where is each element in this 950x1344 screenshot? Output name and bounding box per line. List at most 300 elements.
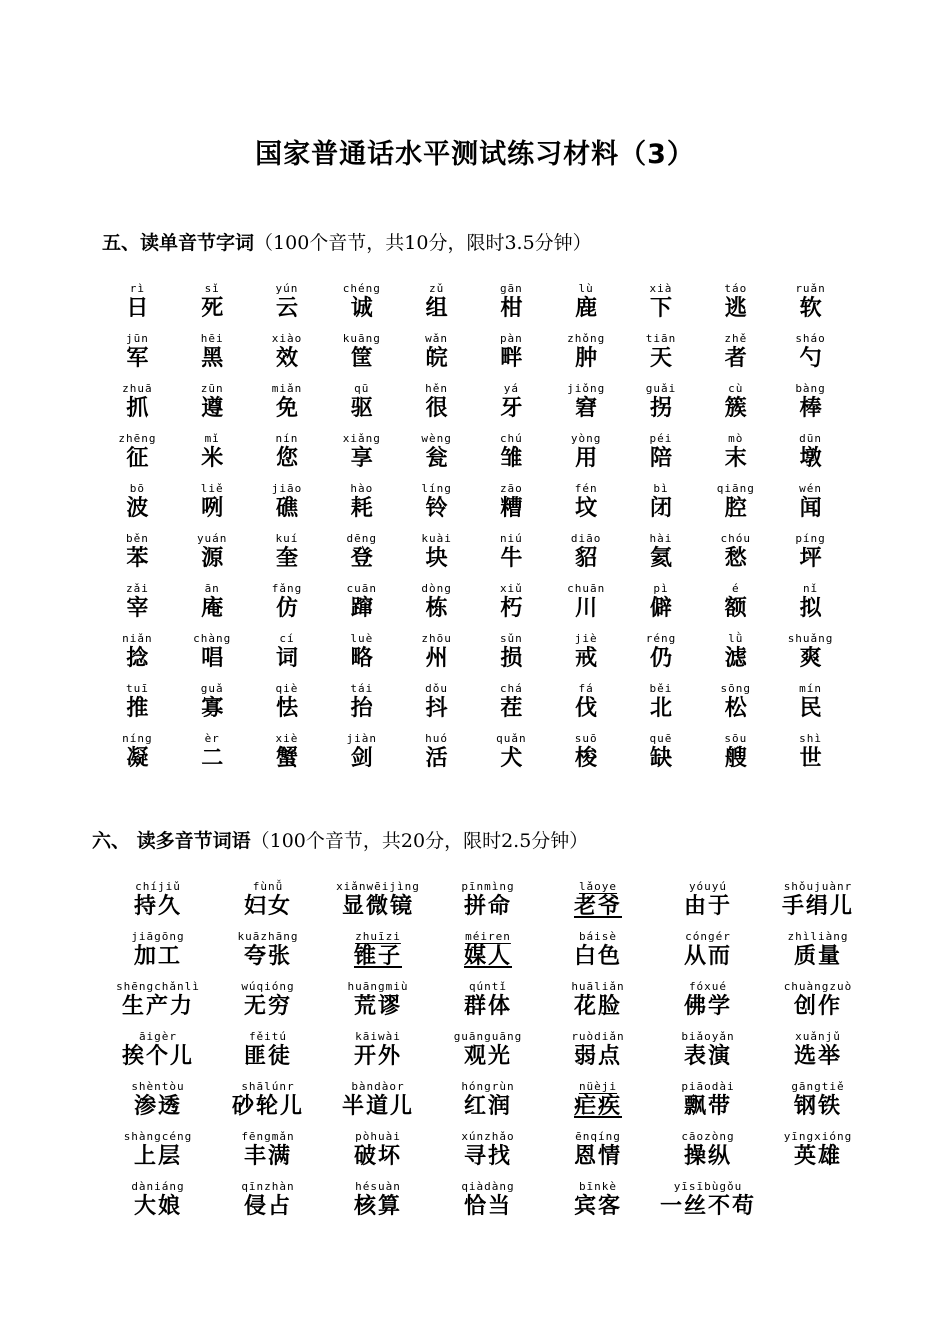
hanzi: 老爷 bbox=[573, 894, 622, 919]
word-item bbox=[763, 1079, 873, 1129]
character-item bbox=[100, 331, 175, 381]
pinyin: nǐ bbox=[802, 582, 819, 595]
character-item bbox=[698, 631, 773, 681]
pinyin: zǎi bbox=[125, 582, 149, 595]
word-item bbox=[433, 1129, 543, 1179]
pinyin: shǒujuànr bbox=[783, 880, 853, 893]
pinyin: yún bbox=[275, 282, 299, 295]
pinyin: qiāng bbox=[716, 482, 755, 495]
hanzi: 僻 bbox=[649, 596, 672, 621]
character-item bbox=[698, 381, 773, 431]
hanzi: 宾客 bbox=[573, 1194, 622, 1219]
character-item bbox=[624, 381, 699, 431]
hanzi: 您 bbox=[275, 446, 298, 471]
pinyin: qiàdàng bbox=[461, 1180, 515, 1193]
pinyin: guǎi bbox=[645, 382, 677, 395]
hanzi: 仍 bbox=[649, 646, 672, 671]
pinyin: pì bbox=[653, 582, 669, 595]
pinyin: cí bbox=[279, 632, 295, 645]
pinyin: zāo bbox=[499, 482, 523, 495]
pinyin: miǎn bbox=[271, 382, 303, 395]
word-item bbox=[763, 979, 873, 1029]
pinyin: fǎng bbox=[271, 582, 303, 595]
word-item bbox=[213, 979, 323, 1029]
hanzi: 花脸 bbox=[573, 994, 622, 1019]
character-item bbox=[773, 431, 848, 481]
hanzi: 黑 bbox=[201, 346, 224, 371]
character-item bbox=[250, 631, 325, 681]
pinyin: guānguāng bbox=[453, 1030, 523, 1043]
pinyin: xià bbox=[649, 282, 673, 295]
word-item bbox=[763, 1129, 873, 1179]
hanzi: 砂轮儿 bbox=[231, 1094, 304, 1119]
pinyin: tái bbox=[350, 682, 374, 695]
pinyin: jiāo bbox=[271, 482, 303, 495]
hanzi: 愁 bbox=[724, 546, 747, 571]
character-item bbox=[324, 631, 399, 681]
pinyin: xiǎnwēijìng bbox=[336, 880, 420, 893]
pinyin: báisè bbox=[578, 930, 618, 943]
hanzi: 开外 bbox=[353, 1044, 402, 1069]
character-item bbox=[773, 731, 848, 781]
word-item bbox=[213, 1129, 323, 1179]
hanzi: 闻 bbox=[799, 496, 822, 521]
character-item bbox=[549, 581, 624, 631]
character-item bbox=[474, 431, 549, 481]
word-item bbox=[213, 1029, 323, 1079]
word-item bbox=[433, 1179, 543, 1229]
hanzi: 源 bbox=[201, 546, 224, 571]
hanzi: 艘 bbox=[724, 746, 747, 771]
character-item bbox=[474, 531, 549, 581]
hanzi: 咧 bbox=[201, 496, 224, 521]
hanzi: 者 bbox=[724, 346, 747, 371]
hanzi: 妇女 bbox=[243, 894, 292, 919]
character-item bbox=[624, 731, 699, 781]
pinyin: yīsībùgǒu bbox=[673, 1180, 743, 1193]
hanzi: 群体 bbox=[463, 994, 512, 1019]
pinyin: xiào bbox=[271, 332, 303, 345]
hanzi: 显微镜 bbox=[341, 894, 414, 919]
hanzi: 白色 bbox=[573, 944, 622, 969]
pinyin: mǐ bbox=[204, 432, 220, 445]
word-item bbox=[763, 929, 873, 979]
hanzi: 操纵 bbox=[683, 1144, 732, 1169]
hanzi: 挨个儿 bbox=[121, 1044, 194, 1069]
hanzi: 很 bbox=[425, 396, 448, 421]
character-item bbox=[549, 431, 624, 481]
pinyin: kuāng bbox=[342, 332, 381, 345]
character-item bbox=[324, 331, 399, 381]
pinyin: pīnmìng bbox=[461, 880, 515, 893]
pinyin: yá bbox=[503, 382, 519, 395]
pinyin: hésuàn bbox=[355, 1180, 401, 1193]
pinyin: fóxué bbox=[688, 980, 728, 993]
character-item bbox=[698, 581, 773, 631]
word-item bbox=[653, 879, 763, 929]
character-item bbox=[549, 381, 624, 431]
pinyin: luè bbox=[350, 632, 374, 645]
character-item bbox=[175, 281, 250, 331]
hanzi: 缺 bbox=[649, 746, 672, 771]
hanzi: 上层 bbox=[133, 1144, 182, 1169]
character-item bbox=[324, 731, 399, 781]
word-item bbox=[543, 1029, 653, 1079]
character-item bbox=[549, 481, 624, 531]
hanzi: 创作 bbox=[793, 994, 842, 1019]
word-item bbox=[103, 929, 213, 979]
pinyin: kuí bbox=[275, 532, 299, 545]
hanzi: 一丝不苟 bbox=[659, 1194, 756, 1219]
hanzi: 寡 bbox=[201, 696, 224, 721]
word-item bbox=[323, 1029, 433, 1079]
pinyin: xiè bbox=[275, 732, 299, 745]
pinyin: gān bbox=[499, 282, 523, 295]
pinyin: huó bbox=[425, 732, 449, 745]
pinyin: diāo bbox=[570, 532, 602, 545]
hanzi: 牛 bbox=[500, 546, 523, 571]
pinyin: táo bbox=[724, 282, 748, 295]
character-item bbox=[624, 331, 699, 381]
pinyin: dēng bbox=[346, 532, 378, 545]
pinyin: shuǎng bbox=[787, 632, 834, 645]
hanzi: 效 bbox=[275, 346, 298, 371]
hanzi: 损 bbox=[500, 646, 523, 671]
hanzi: 额 bbox=[724, 596, 747, 621]
pinyin: qū bbox=[354, 382, 370, 395]
word-item bbox=[103, 879, 213, 929]
pinyin: sōu bbox=[724, 732, 748, 745]
hanzi: 日 bbox=[126, 296, 149, 321]
character-item bbox=[175, 331, 250, 381]
pinyin: yīngxióng bbox=[783, 1130, 853, 1143]
hanzi: 柑 bbox=[500, 296, 523, 321]
character-item bbox=[175, 381, 250, 431]
hanzi: 米 bbox=[201, 446, 224, 471]
hanzi: 波 bbox=[126, 496, 149, 521]
pinyin: réng bbox=[645, 632, 677, 645]
pinyin: quē bbox=[649, 732, 673, 745]
character-item bbox=[100, 731, 175, 781]
character-item bbox=[624, 581, 699, 631]
hanzi: 下 bbox=[649, 296, 672, 321]
character-item bbox=[175, 731, 250, 781]
word-item bbox=[433, 1029, 543, 1079]
pinyin: dàniáng bbox=[131, 1180, 185, 1193]
section-6-note: （100个音节，共20分，限时2.5分钟） bbox=[250, 830, 589, 852]
character-item bbox=[474, 331, 549, 381]
character-item bbox=[549, 731, 624, 781]
hanzi: 唱 bbox=[201, 646, 224, 671]
multi-syllable-grid bbox=[103, 879, 873, 1229]
hanzi: 红润 bbox=[463, 1094, 512, 1119]
hanzi: 恩情 bbox=[573, 1144, 622, 1169]
hanzi: 仿 bbox=[275, 596, 298, 621]
word-item bbox=[323, 1079, 433, 1129]
character-item bbox=[250, 281, 325, 331]
hanzi: 奎 bbox=[275, 546, 298, 571]
hanzi: 军 bbox=[126, 346, 149, 371]
hanzi: 茬 bbox=[500, 696, 523, 721]
pinyin: jiāgōng bbox=[131, 930, 185, 943]
pinyin: bàng bbox=[795, 382, 826, 395]
pinyin: tuī bbox=[125, 682, 149, 695]
pinyin: shì bbox=[799, 732, 822, 745]
hanzi: 诚 bbox=[350, 296, 373, 321]
section-5-note: （100个音节，共10分，限时3.5分钟） bbox=[254, 232, 592, 254]
word-item bbox=[543, 979, 653, 1029]
hanzi: 无穷 bbox=[243, 994, 292, 1019]
word-item bbox=[103, 1179, 213, 1229]
pinyin: nüèji bbox=[578, 1080, 618, 1093]
pinyin: kāiwài bbox=[355, 1030, 401, 1043]
hanzi: 伐 bbox=[575, 696, 598, 721]
word-item bbox=[213, 1179, 323, 1229]
hanzi: 荒谬 bbox=[353, 994, 402, 1019]
pinyin: zhuīzi bbox=[355, 930, 401, 943]
hanzi: 民 bbox=[799, 696, 822, 721]
pinyin: xúnzhǎo bbox=[461, 1130, 515, 1143]
character-item bbox=[773, 381, 848, 431]
word-item bbox=[653, 1079, 763, 1129]
hanzi: 寻找 bbox=[463, 1144, 512, 1169]
pinyin: pòhuài bbox=[355, 1130, 401, 1143]
word-item bbox=[433, 879, 543, 929]
pinyin: gāngtiě bbox=[791, 1080, 845, 1093]
hanzi: 组 bbox=[425, 296, 448, 321]
pinyin: pàn bbox=[499, 332, 523, 345]
pinyin: sǔn bbox=[499, 632, 523, 645]
hanzi: 拟 bbox=[799, 596, 822, 621]
hanzi: 渗透 bbox=[133, 1094, 182, 1119]
pinyin: qúntǐ bbox=[468, 980, 508, 993]
word-item bbox=[323, 1129, 433, 1179]
hanzi: 英雄 bbox=[793, 1144, 842, 1169]
character-item bbox=[250, 331, 325, 381]
hanzi: 貂 bbox=[575, 546, 598, 571]
pinyin: shālúnr bbox=[241, 1080, 295, 1093]
hanzi: 怯 bbox=[275, 696, 298, 721]
pinyin: sǐ bbox=[204, 282, 220, 295]
hanzi: 核算 bbox=[353, 1194, 402, 1219]
character-item bbox=[399, 281, 474, 331]
pinyin: fén bbox=[574, 482, 598, 495]
hanzi: 抓 bbox=[126, 396, 149, 421]
pinyin: fēngmǎn bbox=[241, 1130, 295, 1143]
word-item bbox=[433, 929, 543, 979]
pinyin: zhuā bbox=[122, 382, 153, 395]
section-5-heading bbox=[102, 228, 592, 255]
hanzi: 糟 bbox=[500, 496, 523, 521]
character-item bbox=[250, 481, 325, 531]
character-item bbox=[175, 581, 250, 631]
character-item bbox=[549, 331, 624, 381]
pinyin: líng bbox=[421, 482, 452, 495]
character-item bbox=[324, 381, 399, 431]
pinyin: cù bbox=[728, 382, 744, 395]
section-5-title: 五、读单音节字词 bbox=[102, 232, 255, 254]
character-item bbox=[698, 731, 773, 781]
hanzi: 佛学 bbox=[683, 994, 732, 1019]
character-item bbox=[474, 581, 549, 631]
hanzi: 破坏 bbox=[353, 1144, 402, 1169]
hanzi: 坟 bbox=[575, 496, 598, 521]
word-item bbox=[103, 979, 213, 1029]
pinyin: jiǒng bbox=[567, 382, 606, 395]
pinyin: hài bbox=[649, 532, 673, 545]
character-item bbox=[624, 531, 699, 581]
character-item bbox=[100, 631, 175, 681]
hanzi: 略 bbox=[350, 646, 373, 671]
hanzi: 铃 bbox=[425, 496, 448, 521]
hanzi: 软 bbox=[799, 296, 822, 321]
character-item bbox=[773, 281, 848, 331]
word-item bbox=[653, 1129, 763, 1179]
character-item bbox=[698, 281, 773, 331]
pinyin: lǜ bbox=[728, 632, 744, 645]
pinyin: yóuyú bbox=[688, 880, 728, 893]
word-item bbox=[323, 879, 433, 929]
pinyin: hěn bbox=[425, 382, 449, 395]
character-item bbox=[549, 681, 624, 731]
pinyin: ruòdiǎn bbox=[571, 1030, 625, 1043]
hanzi: 持久 bbox=[133, 894, 182, 919]
character-item bbox=[474, 381, 549, 431]
hanzi: 享 bbox=[350, 446, 373, 471]
character-item bbox=[773, 631, 848, 681]
pinyin: quǎn bbox=[496, 732, 527, 745]
hanzi: 夸张 bbox=[243, 944, 292, 969]
hanzi: 驱 bbox=[350, 396, 373, 421]
word-item bbox=[543, 1129, 653, 1179]
pinyin: yòng bbox=[570, 432, 602, 445]
character-item bbox=[100, 381, 175, 431]
hanzi: 肿 bbox=[575, 346, 598, 371]
pinyin: ruǎn bbox=[795, 282, 826, 295]
hanzi: 陪 bbox=[649, 446, 672, 471]
pinyin: zhēng bbox=[118, 432, 157, 445]
character-item bbox=[698, 331, 773, 381]
pinyin: biǎoyǎn bbox=[681, 1030, 735, 1043]
pinyin: ān bbox=[204, 582, 220, 595]
hanzi: 犬 bbox=[500, 746, 523, 771]
pinyin: wén bbox=[799, 482, 822, 495]
word-item bbox=[323, 929, 433, 979]
character-item bbox=[474, 281, 549, 331]
hanzi: 用 bbox=[575, 446, 598, 471]
pinyin: zūn bbox=[200, 382, 224, 395]
word-item bbox=[103, 1129, 213, 1179]
word-item bbox=[103, 1079, 213, 1129]
character-item bbox=[474, 731, 549, 781]
hanzi: 坪 bbox=[799, 546, 822, 571]
pinyin: zhǒng bbox=[567, 332, 606, 345]
pinyin: fěitú bbox=[248, 1030, 288, 1043]
character-item bbox=[549, 531, 624, 581]
pinyin: cuān bbox=[346, 582, 378, 595]
pinyin: mò bbox=[728, 432, 744, 445]
hanzi: 栋 bbox=[425, 596, 448, 621]
word-item bbox=[543, 1079, 653, 1129]
word-item bbox=[323, 1179, 433, 1229]
character-item bbox=[399, 431, 474, 481]
character-item bbox=[474, 481, 549, 531]
hanzi: 丰满 bbox=[243, 1144, 292, 1169]
pinyin: sháo bbox=[795, 332, 826, 345]
word-item bbox=[213, 879, 323, 929]
character-item bbox=[698, 681, 773, 731]
hanzi: 松 bbox=[724, 696, 747, 721]
hanzi: 活 bbox=[425, 746, 448, 771]
word-item bbox=[653, 1179, 763, 1229]
pinyin: sōng bbox=[720, 682, 752, 695]
character-item bbox=[474, 631, 549, 681]
hanzi: 墩 bbox=[799, 446, 822, 471]
character-item bbox=[624, 431, 699, 481]
character-item bbox=[250, 681, 325, 731]
hanzi: 末 bbox=[724, 446, 747, 471]
character-item bbox=[624, 281, 699, 331]
character-item bbox=[250, 531, 325, 581]
hanzi: 礁 bbox=[275, 496, 298, 521]
pinyin: zhìliàng bbox=[787, 930, 849, 943]
pinyin: chá bbox=[499, 682, 523, 695]
pinyin: shēngchǎnlì bbox=[116, 980, 200, 993]
hanzi: 大娘 bbox=[133, 1194, 182, 1219]
word-item bbox=[543, 1179, 653, 1229]
hanzi: 锥子 bbox=[353, 944, 402, 969]
character-item bbox=[399, 631, 474, 681]
character-item bbox=[773, 581, 848, 631]
character-item bbox=[399, 531, 474, 581]
character-item bbox=[250, 381, 325, 431]
hanzi: 匪徒 bbox=[243, 1044, 292, 1069]
pinyin: chíjiǔ bbox=[135, 880, 181, 893]
hanzi: 从而 bbox=[683, 944, 732, 969]
hanzi: 畔 bbox=[500, 346, 523, 371]
hanzi: 棒 bbox=[799, 396, 822, 421]
hanzi: 选举 bbox=[793, 1044, 842, 1069]
hanzi: 云 bbox=[275, 296, 298, 321]
character-item bbox=[698, 431, 773, 481]
word-item bbox=[213, 1079, 323, 1129]
pinyin: xiǔ bbox=[499, 582, 523, 595]
word-item bbox=[653, 1029, 763, 1079]
word-item bbox=[433, 1079, 543, 1129]
pinyin: chuān bbox=[567, 582, 606, 595]
single-syllable-grid bbox=[100, 281, 848, 781]
pinyin: fá bbox=[578, 682, 594, 695]
pinyin: kuāzhāng bbox=[237, 930, 299, 943]
word-item bbox=[213, 929, 323, 979]
pinyin: běi bbox=[649, 682, 673, 695]
pinyin: yuán bbox=[196, 532, 228, 545]
hanzi: 词 bbox=[275, 646, 298, 671]
pinyin: suō bbox=[574, 732, 598, 745]
word-item bbox=[323, 979, 433, 1029]
hanzi: 牙 bbox=[500, 396, 523, 421]
hanzi: 腔 bbox=[724, 496, 747, 521]
pinyin: chóu bbox=[720, 532, 752, 545]
character-item bbox=[549, 631, 624, 681]
character-item bbox=[100, 531, 175, 581]
hanzi: 捻 bbox=[126, 646, 149, 671]
pinyin: péi bbox=[649, 432, 673, 445]
pinyin: èr bbox=[204, 732, 220, 745]
hanzi: 蟹 bbox=[275, 746, 298, 771]
hanzi: 朽 bbox=[500, 596, 523, 621]
hanzi: 窘 bbox=[575, 396, 598, 421]
